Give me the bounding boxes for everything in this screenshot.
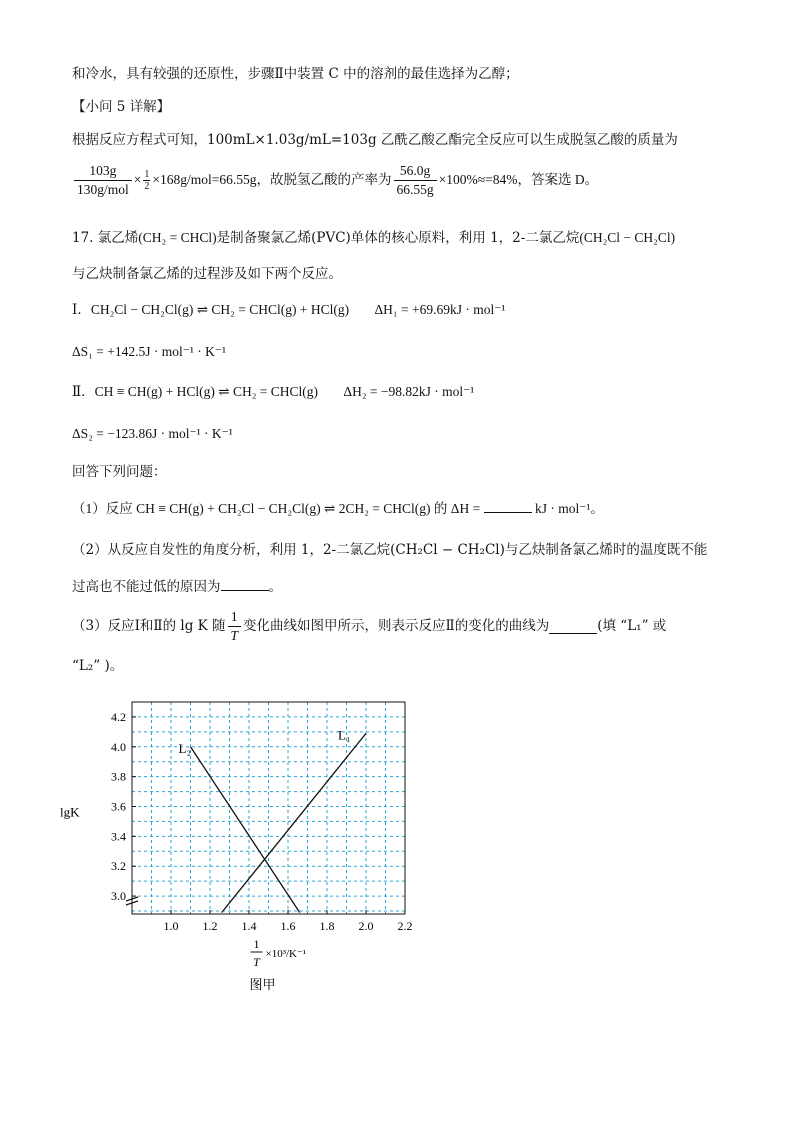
chart-lines	[179, 727, 367, 912]
part-2-period: 。	[268, 579, 282, 595]
lgk-chart	[60, 692, 420, 1002]
fraction-yield	[394, 162, 437, 199]
y-tick-label: 3.8	[111, 769, 126, 784]
q17-intro-c: 是制备聚氯乙烯(PVC)单体的核心原料，利用 1，2-二氯乙烷	[216, 230, 580, 246]
fraction-half	[143, 169, 150, 192]
x-tick-label: 1.2	[202, 919, 218, 933]
reaction-1-equation: Ⅰ．CH₂Cl − CH₂Cl(g) ⇌ CH₂ = CHCl(g) + HCl(g)	[72, 302, 350, 317]
series-line-2	[222, 733, 366, 912]
series-label-2: L₁	[338, 727, 351, 743]
section-heading: 【小问 5 详解】	[72, 99, 171, 115]
answer-prompt: 回答下列问题：	[72, 464, 167, 480]
x-tick-label: 2.2	[397, 919, 413, 933]
y-tick-label: 3.6	[111, 799, 126, 814]
x-tick-label: 1.6	[280, 919, 296, 933]
fraction-half-num: 1	[144, 168, 150, 180]
reaction-2-enthalpy: ΔH₂ = −98.82kJ · mol⁻¹	[343, 384, 475, 399]
part-3-line-1	[72, 606, 666, 646]
fraction-yield-num: 56.0g	[394, 162, 437, 181]
part-1	[72, 498, 604, 519]
chart-title: 图甲	[249, 978, 276, 993]
x-tick-label: 2.0	[358, 919, 374, 933]
y-axis-label: lgK	[60, 804, 80, 820]
reaction-1-entropy: ΔS₁ = +142.5J · mol⁻¹ · K⁻¹	[72, 344, 227, 359]
part-2-blank[interactable]	[221, 576, 269, 591]
part-3-text-c: (填 “L₁” 或	[597, 618, 667, 634]
y-tick-label: 3.4	[111, 829, 126, 844]
calc-tail-text: ×100%≈=84%，答案选 D。	[438, 172, 599, 187]
part-3-fraction-num: 1	[228, 608, 242, 627]
y-tick-label: 4.2	[111, 709, 126, 724]
reaction-1	[72, 300, 505, 320]
part-3-fraction	[228, 608, 242, 645]
part-3-blank[interactable]	[549, 619, 597, 634]
fraction-yield-den: 66.55g	[396, 181, 434, 197]
part-3-line-2: “L₂” )。	[72, 658, 124, 674]
q17-intro-2: 与乙炔制备氯乙烯的过程涉及如下两个反应。	[72, 266, 342, 282]
text-line-1: 和冷水，具有较强的还原性，步骤Ⅱ中装置 C 中的溶剂的最佳选择为乙醇；	[72, 66, 519, 82]
y-tick-label: 4.0	[111, 739, 126, 754]
calc-middle-text: ×168g/mol=66.55g，故脱氢乙酸的产率为	[152, 172, 392, 187]
part-2-line-2	[72, 576, 282, 597]
reaction-2-equation: Ⅱ．CH ≡ CH(g) + HCl(g) ⇌ CH₂ = CHCl(g)	[72, 384, 319, 399]
part-2-text: 过高也不能过低的原因为	[72, 579, 221, 595]
y-tick-label: 3.0	[111, 889, 126, 904]
fraction-half-den: 2	[144, 180, 150, 192]
x-tick-label: 1.4	[241, 919, 257, 933]
chart-grid	[132, 702, 405, 914]
q17-formula-dce: (CH₂Cl − CH₂Cl)	[579, 230, 676, 245]
fraction-mass	[74, 162, 132, 199]
reaction-1-enthalpy: ΔH₁ = +69.69kJ · mol⁻¹	[374, 302, 506, 317]
reaction-2-entropy: ΔS₂ = −123.86J · mol⁻¹ · K⁻¹	[72, 426, 233, 441]
part-3-fraction-den: T	[230, 627, 239, 643]
part-3-text-a: （3）反应Ⅰ和Ⅱ的 lg K 随	[72, 618, 226, 634]
text-line-3: 根据反应方程式可知，100mL×1.03g/mL=103g 乙酰乙酸乙酯完全反应可以生成脱氢乙酸的质量为	[72, 132, 678, 148]
times-sign: ×	[133, 172, 142, 187]
q17-intro	[72, 228, 675, 248]
fraction-mass-num: 103g	[74, 162, 132, 181]
q17-formula-vinyl: (CH₂ = CHCl)	[138, 230, 217, 245]
y-tick-label: 3.2	[111, 859, 126, 874]
reaction-2	[72, 382, 474, 402]
q17-intro-a: 17. 氯乙烯	[72, 230, 139, 246]
calc-line	[72, 160, 598, 200]
part-1-blank[interactable]	[484, 498, 532, 513]
fraction-mass-den: 130g/mol	[77, 181, 129, 197]
part-3-text-b: 变化曲线如图甲所示，则表示反应Ⅱ的变化的曲线为	[243, 618, 550, 634]
x-tick-label: 1.0	[163, 919, 179, 933]
series-line-1	[191, 747, 300, 913]
part-1-unit: kJ · mol⁻¹。	[534, 501, 604, 516]
series-label-1: L₂	[178, 740, 191, 756]
x-axis-label-den: T	[253, 955, 260, 969]
part-1-text: （1）反应 CH ≡ CH(g) + CH₂Cl − CH₂Cl(g) ⇌ 2CH₂ = CHCl(g) 的 ΔH =	[72, 501, 481, 516]
part-2-line-1: （2）从反应自发性的角度分析，利用 1，2-二氯乙烷(CH₂Cl − CH₂Cl)与乙炔制备氯乙烯时的温度既不能	[72, 542, 708, 558]
x-axis-label-num: 1	[253, 937, 260, 951]
x-tick-label: 1.8	[319, 919, 335, 933]
x-axis-label-unit: ×10³/K⁻¹	[265, 948, 307, 960]
